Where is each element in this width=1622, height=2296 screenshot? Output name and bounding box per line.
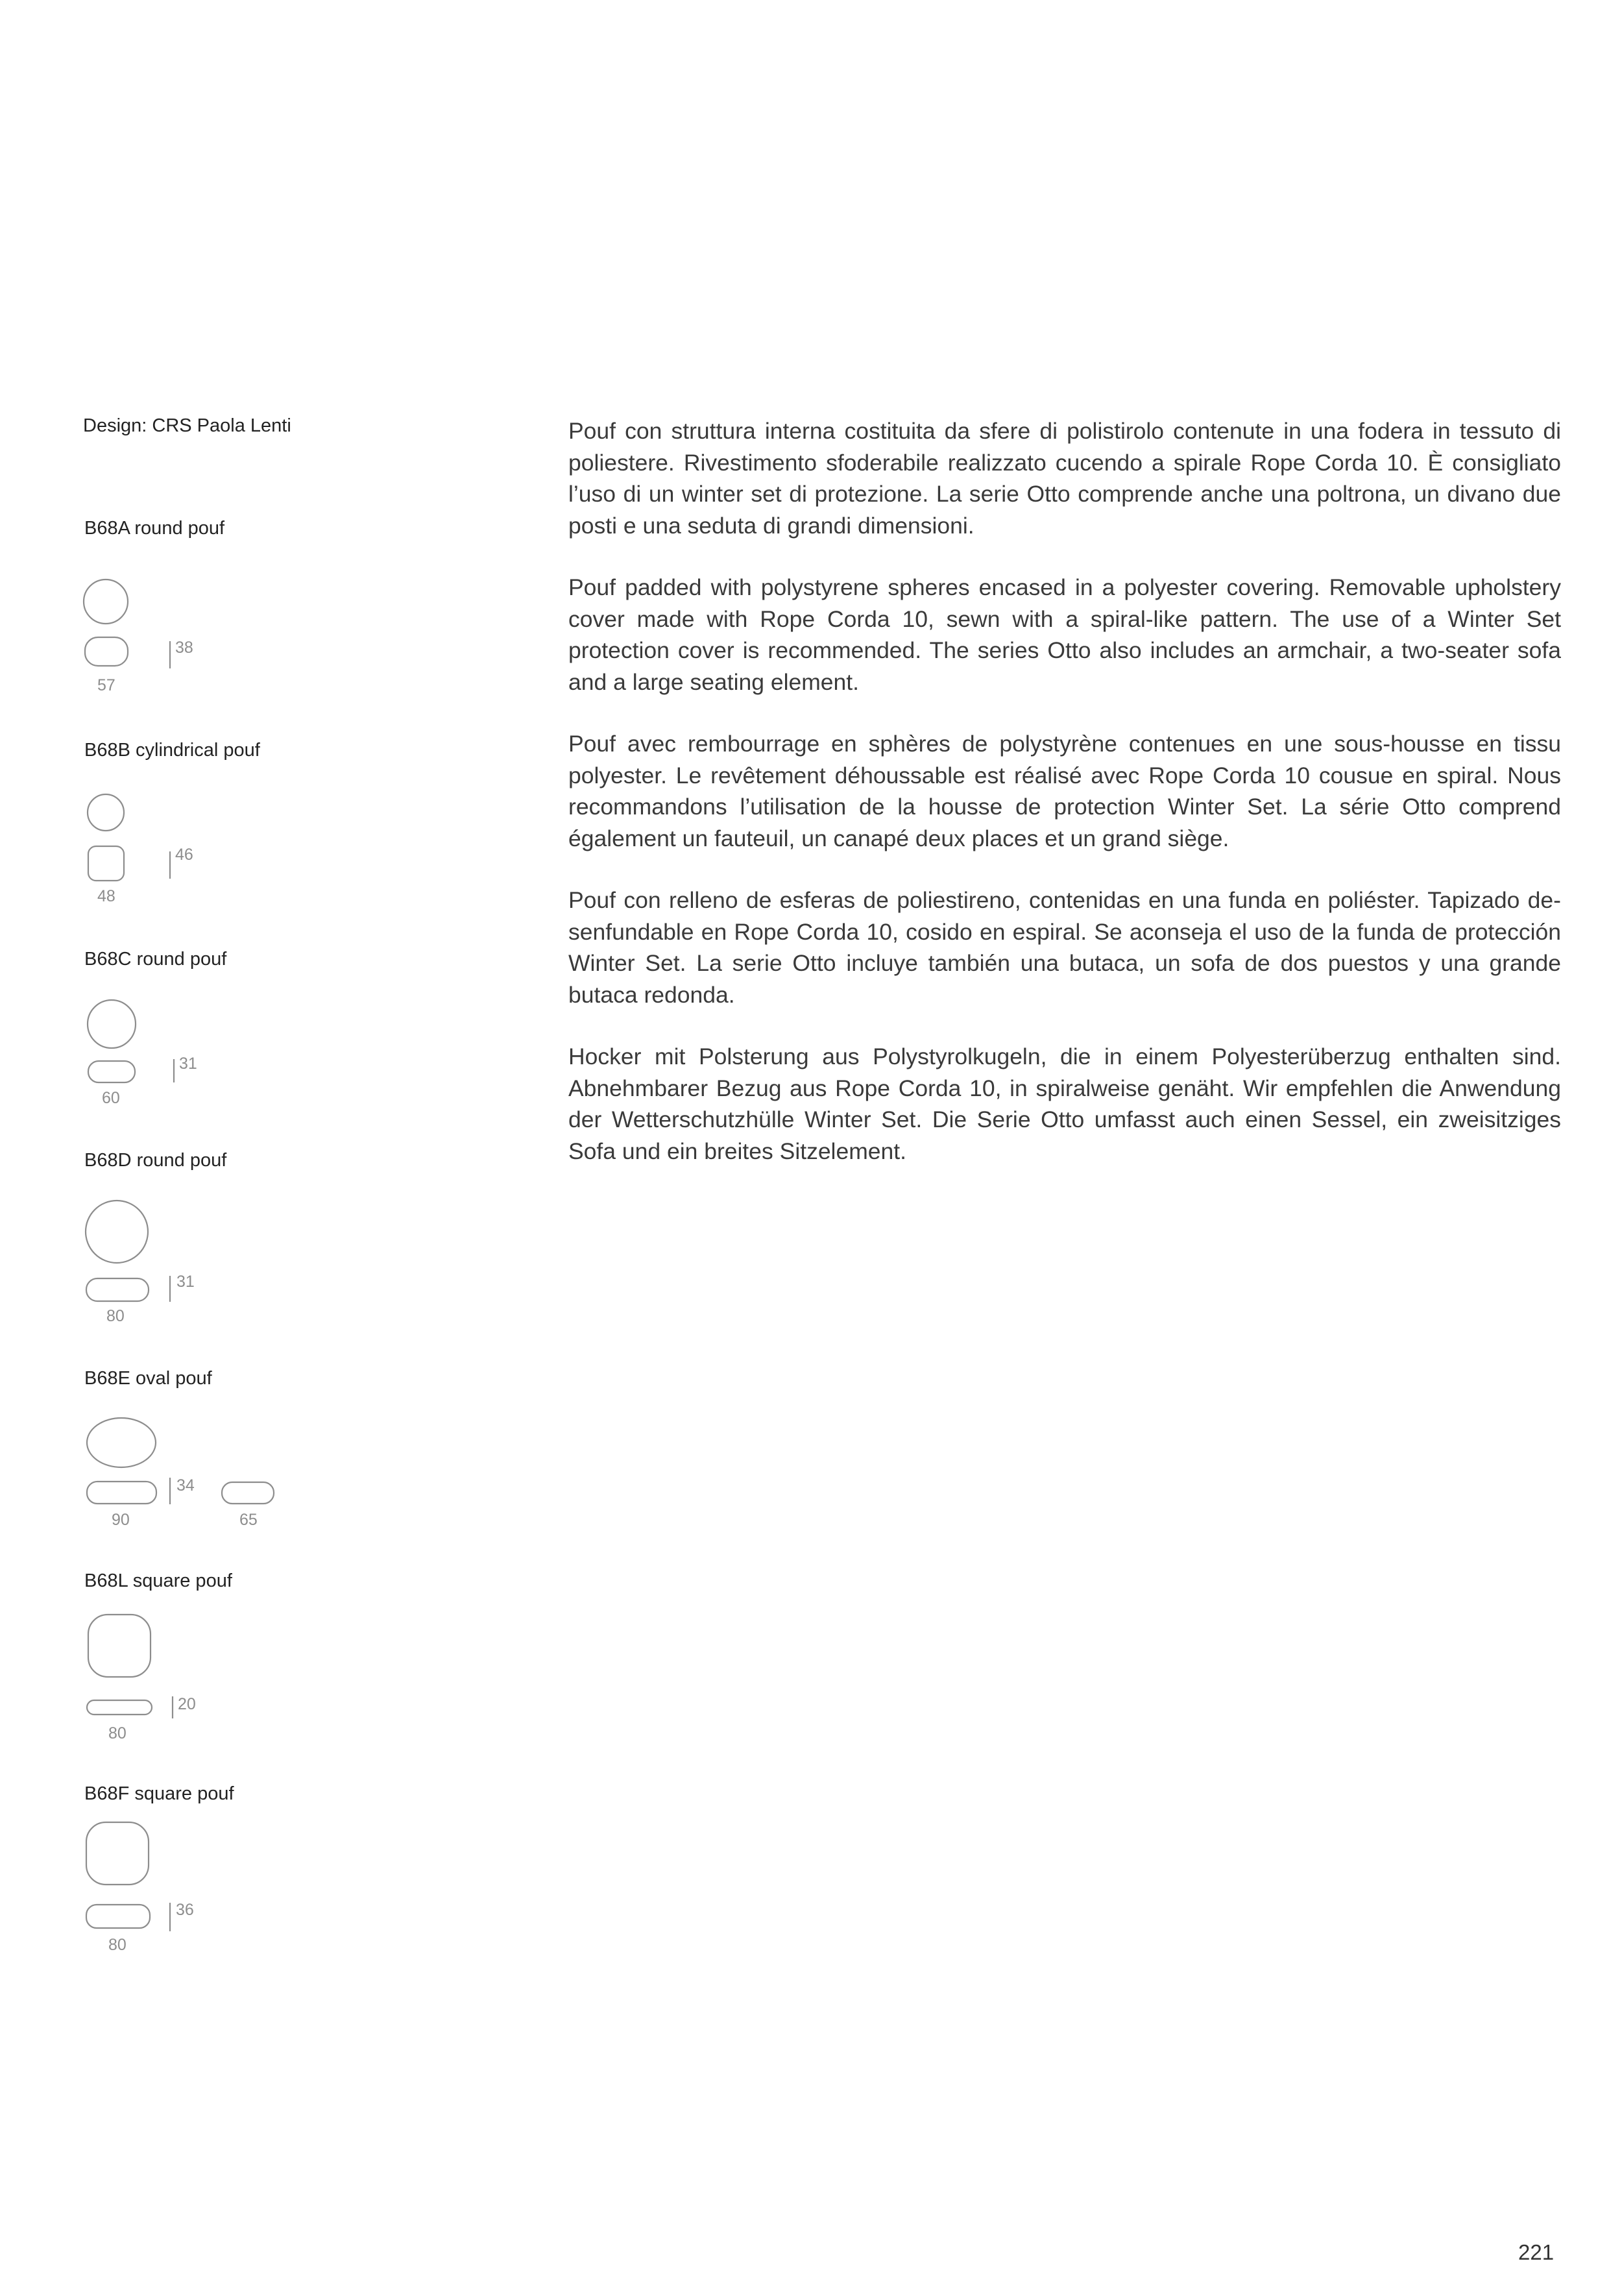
description-spanish: Pouf con relleno de esferas de poliestireno, contenidas en una funda en poliéster. Tapizado desenfundable en Rope Corda 10, cosido en espiral. Se aconseja el uso de la funda de protección Winter Set. La serie Otto incluye también una butaca, un sofa de dos puestos y una grande butaca redonda. [568,887,1561,1008]
b68e-side-view [222,1482,274,1504]
product-title-b68e: B68E oval pouf [84,1368,212,1389]
b68l-top-view [88,1615,151,1677]
b68c-height-label: 31 [179,1055,197,1073]
b68e-width-label: 90 [112,1511,130,1529]
b68f-width-label: 80 [108,1936,127,1954]
b68f-height-label: 36 [176,1901,194,1919]
b68a-top-view [84,580,128,624]
b68d-top-view [86,1201,148,1263]
b68l-height-label: 20 [178,1695,196,1713]
b68l-side-view [87,1700,152,1715]
designer-credit: Design: CRS Paola Lenti [83,415,291,436]
b68e-height-label: 34 [176,1476,195,1495]
description-french: Pouf avec rembourrage en sphères de polystyrène contenues en une sous-housse en tissu polyester. Le revêtement déhoussable est réalisé avec Rope Corda 10 cousue en spiral. Nous recommandons l’utilisation de la housse de protection Winter Set. La série Otto comprend également un fauteuil, un canapé deux places et un grand siège. [568,731,1561,851]
b68f-top-view [86,1822,149,1885]
b68b-side-view [88,846,124,881]
b68c-top-view [88,1000,136,1048]
b68e-depth-label: 65 [239,1511,258,1529]
b68d-height-label: 31 [176,1273,195,1291]
product-title-b68l: B68L square pouf [84,1570,232,1591]
b68e-top-view [87,1418,156,1467]
b68b-width-label: 48 [97,887,115,905]
b68e-front-view [87,1482,156,1504]
b68d-drawing [78,1188,337,1337]
description-english: Pouf padded with polystyrene spheres encased in a polyester covering. Removable upholstery cover made with Rope Corda 10, sewn with a spiral-like pattern. The use of a Winter Set protection cover is recommended. The series Otto also includes an armchair, a two-seater sofa and a large seating element. [568,574,1561,695]
b68e-drawing [78,1402,337,1551]
b68b-height-label: 46 [175,846,193,864]
b68f-drawing [78,1817,337,1966]
b68a-height-label: 38 [175,639,193,657]
b68d-side-view [86,1278,149,1301]
b68d-width-label: 80 [106,1307,125,1325]
b68a-drawing [78,571,337,720]
b68b-drawing [78,785,337,934]
page-number: 221 [1518,2240,1555,2264]
b68b-top-view [88,794,124,831]
b68c-side-view [88,1061,135,1082]
description-german: Hocker mit Polsterung aus Polystyrolkugeln, die in einem Polyesterüberzug enthalten sind. Abnehmbarer Bezug aus Rope Corda 10, in spiralweise genäht. Wir empfehlen die Anwendung der Wetterschutzhülle Winter Set. Die Serie Otto umfasst auch einen Sessel, ein zweisitziges Sofa und ein breites Sitzelement. [568,1044,1561,1164]
product-title-b68b: B68B cylindrical pouf [84,740,260,761]
description-italian: Pouf con struttura interna costituita da sfere di polistirolo contenute in una fodera in tessuto di poliestere. Rivestimento sfoderabile realizzato cucendo a spirale Rope Corda 10. È consigliato l’uso di un winter set di protezione. La serie Otto comprende anche una poltrona, un divano due posti e una seduta di grandi dimensioni. [568,418,1561,539]
product-title-b68c: B68C round pouf [84,949,227,970]
b68c-width-label: 60 [102,1089,120,1107]
b68a-width-label: 57 [97,676,115,694]
b68a-side-view [85,637,128,666]
b68l-width-label: 80 [108,1724,127,1742]
b68c-drawing [78,986,337,1136]
product-title-b68d: B68D round pouf [84,1150,227,1171]
description-column [568,415,1561,1197]
product-title-b68a: B68A round pouf [84,518,225,539]
b68f-side-view [86,1905,150,1928]
product-title-b68f: B68F square pouf [84,1783,234,1804]
b68l-drawing [78,1609,337,1759]
